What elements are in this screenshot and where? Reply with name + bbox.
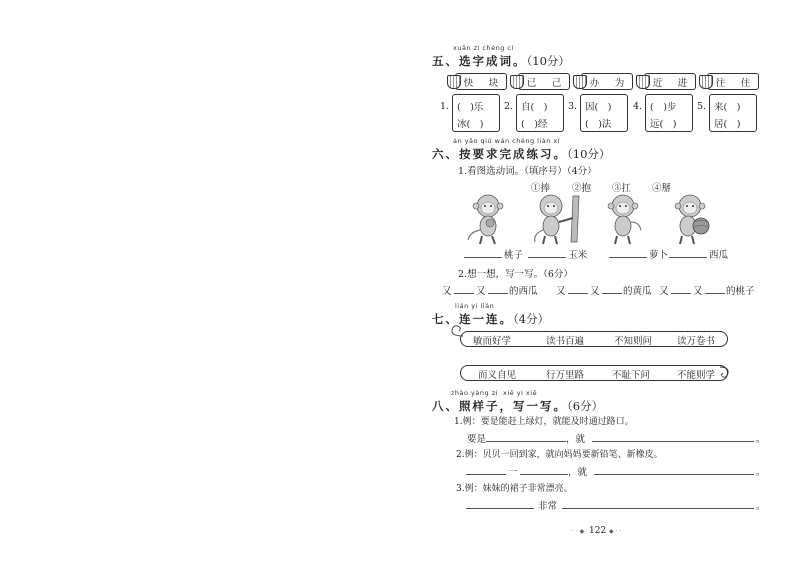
basket-char: 往 bbox=[715, 77, 726, 89]
object-label: 西瓜 bbox=[709, 250, 729, 261]
basket-char: 已 bbox=[526, 77, 537, 89]
answer-line[interactable] bbox=[594, 474, 754, 475]
word-basket-4 bbox=[644, 73, 696, 90]
basket-char: 进 bbox=[677, 77, 688, 89]
word-basket-5 bbox=[707, 73, 759, 90]
phrase-you: 又 bbox=[442, 286, 452, 297]
basket-icon bbox=[510, 75, 524, 89]
idiom-bottom[interactable]: 行万里路 bbox=[546, 370, 585, 381]
ex2-middle: ，就 bbox=[568, 467, 588, 478]
phrase-object: 的黄瓜 bbox=[623, 286, 652, 297]
section5-title-text: 五、选字成词。 bbox=[432, 54, 527, 68]
basket-char: 快 bbox=[463, 77, 474, 89]
answer-line[interactable] bbox=[520, 474, 568, 475]
section5-title bbox=[432, 53, 570, 69]
period: 。 bbox=[756, 467, 766, 478]
question-number: 3. bbox=[568, 101, 578, 112]
scroll-curl-icon bbox=[449, 324, 465, 338]
verb-option: ③扛 bbox=[612, 183, 632, 194]
answer-line[interactable] bbox=[592, 441, 754, 442]
basket-char: 为 bbox=[614, 77, 625, 89]
verb-option: ②抱 bbox=[572, 183, 592, 194]
object-label: 玉米 bbox=[568, 250, 588, 261]
answer-line[interactable] bbox=[466, 474, 506, 475]
question-box-4 bbox=[633, 94, 693, 132]
question-line[interactable]: ( )乐 bbox=[457, 102, 484, 113]
page-number-ornament-left: · · ◆ bbox=[572, 528, 585, 535]
answer-blank[interactable] bbox=[568, 293, 588, 294]
ex2-prefix: 一 bbox=[508, 467, 518, 478]
phrase-you: 又 bbox=[590, 286, 600, 297]
question-box-2 bbox=[504, 94, 564, 132]
basket-char: 办 bbox=[589, 77, 600, 89]
section8-title bbox=[432, 398, 603, 414]
question-line[interactable]: 冰( ) bbox=[457, 119, 484, 130]
basket-icon bbox=[447, 75, 461, 89]
question-box-3 bbox=[568, 94, 628, 132]
phrase-object: 的桃子 bbox=[726, 286, 755, 297]
ex1-prefix: 要是 bbox=[467, 434, 487, 445]
period: 。 bbox=[756, 501, 766, 512]
question-line[interactable]: ( )法 bbox=[585, 119, 612, 130]
answer-blank[interactable] bbox=[464, 257, 502, 258]
idiom-bottom[interactable]: 而义自见 bbox=[478, 370, 517, 381]
basket-char: 近 bbox=[652, 77, 663, 89]
phrase-you: 又 bbox=[476, 286, 486, 297]
monkey-corn-illustration bbox=[527, 192, 587, 246]
answer-blank[interactable] bbox=[609, 257, 647, 258]
q2-instruction: 2.想一想，写一写。（6分） bbox=[458, 269, 573, 280]
basket-char: 住 bbox=[740, 77, 751, 89]
verb-option: ④掰 bbox=[652, 183, 672, 194]
phrase-you: 又 bbox=[659, 286, 669, 297]
question-box-5 bbox=[697, 94, 757, 132]
question-number: 4. bbox=[633, 101, 643, 112]
question-number: 1. bbox=[440, 101, 450, 112]
page-number-ornament-right: ◆ · · bbox=[609, 528, 622, 535]
basket-char: 块 bbox=[488, 77, 499, 89]
idiom-bottom[interactable]: 不耻下问 bbox=[612, 370, 651, 381]
word-basket-1 bbox=[455, 73, 507, 90]
answer-blank[interactable] bbox=[488, 293, 508, 294]
word-basket-3 bbox=[581, 73, 633, 90]
monkey-watermelon-illustration bbox=[670, 192, 716, 246]
basket-icon bbox=[699, 75, 713, 89]
answer-blank[interactable] bbox=[671, 293, 691, 294]
question-line[interactable]: 远( ) bbox=[650, 119, 677, 130]
basket-char: 己 bbox=[551, 77, 562, 89]
ex3-middle: 非常 bbox=[538, 501, 558, 512]
idiom-top[interactable]: 敏而好学 bbox=[473, 336, 512, 347]
section7-pinyin: lián yi lián bbox=[455, 302, 495, 310]
ex1-middle: ，就 bbox=[566, 434, 586, 445]
section7-title-text: 七、连一连。 bbox=[432, 312, 513, 326]
answer-blank[interactable] bbox=[528, 257, 566, 258]
answer-line[interactable] bbox=[466, 508, 534, 509]
monkey-radish-illustration bbox=[603, 192, 645, 246]
section6-points: （10分） bbox=[567, 147, 611, 161]
section7-points: （4分） bbox=[513, 312, 550, 326]
verb-option: ①捧 bbox=[531, 183, 551, 194]
question-line[interactable]: 自( ) bbox=[521, 102, 548, 113]
section6-title bbox=[432, 146, 610, 162]
example-2: 2.例：贝贝一回到家，就向妈妈要新铅笔、新橡皮。 bbox=[456, 450, 663, 460]
answer-blank[interactable] bbox=[669, 257, 707, 258]
section6-title-text: 六、按要求完成练习。 bbox=[432, 147, 567, 161]
section8-pinyin-2: xiě yi xiě bbox=[503, 389, 538, 397]
phrase-you: 又 bbox=[693, 286, 703, 297]
phrase-you: 又 bbox=[556, 286, 566, 297]
answer-blank[interactable] bbox=[602, 293, 622, 294]
idiom-top[interactable]: 读书百遍 bbox=[546, 336, 585, 347]
question-line[interactable]: ( )步 bbox=[650, 102, 677, 113]
q1-instruction: 1.看图选动词。（填序号）（4分） bbox=[458, 166, 597, 177]
idiom-bottom[interactable]: 不能则学 bbox=[677, 370, 716, 381]
idiom-top[interactable]: 读万卷书 bbox=[677, 336, 716, 347]
phrase-object: 的西瓜 bbox=[509, 286, 538, 297]
object-label: 萝卜 bbox=[649, 250, 669, 261]
period: 。 bbox=[756, 434, 766, 445]
page-number: 122 bbox=[589, 526, 607, 536]
section5-pinyin: xuǎn zì chéng cí bbox=[453, 44, 514, 52]
question-line[interactable]: 居( ) bbox=[714, 119, 741, 130]
question-box-1 bbox=[440, 94, 500, 132]
object-label: 桃子 bbox=[504, 250, 524, 261]
basket-icon bbox=[636, 75, 650, 89]
question-number: 2. bbox=[504, 101, 514, 112]
section8-points: （6分） bbox=[567, 399, 604, 413]
section5-points: （10分） bbox=[526, 54, 570, 68]
example-1: 1.例：要是能赶上绿灯，就能及时通过路口。 bbox=[454, 417, 634, 427]
question-line[interactable]: 来( ) bbox=[714, 102, 741, 113]
word-basket-2 bbox=[518, 73, 570, 90]
idiom-top[interactable]: 不知则问 bbox=[614, 336, 653, 347]
answer-blank[interactable] bbox=[705, 293, 725, 294]
monkey-peach-illustration bbox=[462, 192, 512, 246]
answer-line[interactable] bbox=[562, 508, 754, 509]
question-number: 5. bbox=[697, 101, 707, 112]
section8-title-text: 八、照样子，写一写。 bbox=[432, 399, 567, 413]
basket-icon bbox=[573, 75, 587, 89]
section8-pinyin-1: zhào yàng zi bbox=[451, 389, 498, 397]
answer-blank[interactable] bbox=[454, 293, 474, 294]
question-line[interactable]: ( )经 bbox=[521, 119, 548, 130]
scroll-curl-icon bbox=[717, 365, 731, 381]
answer-line[interactable] bbox=[486, 441, 566, 442]
section6-pinyin: àn yāo qiú wán chéng liàn xí bbox=[453, 137, 561, 145]
example-3: 3.例：妹妹的裙子非常漂亮。 bbox=[456, 484, 573, 494]
question-line[interactable]: 因( ) bbox=[585, 102, 612, 113]
